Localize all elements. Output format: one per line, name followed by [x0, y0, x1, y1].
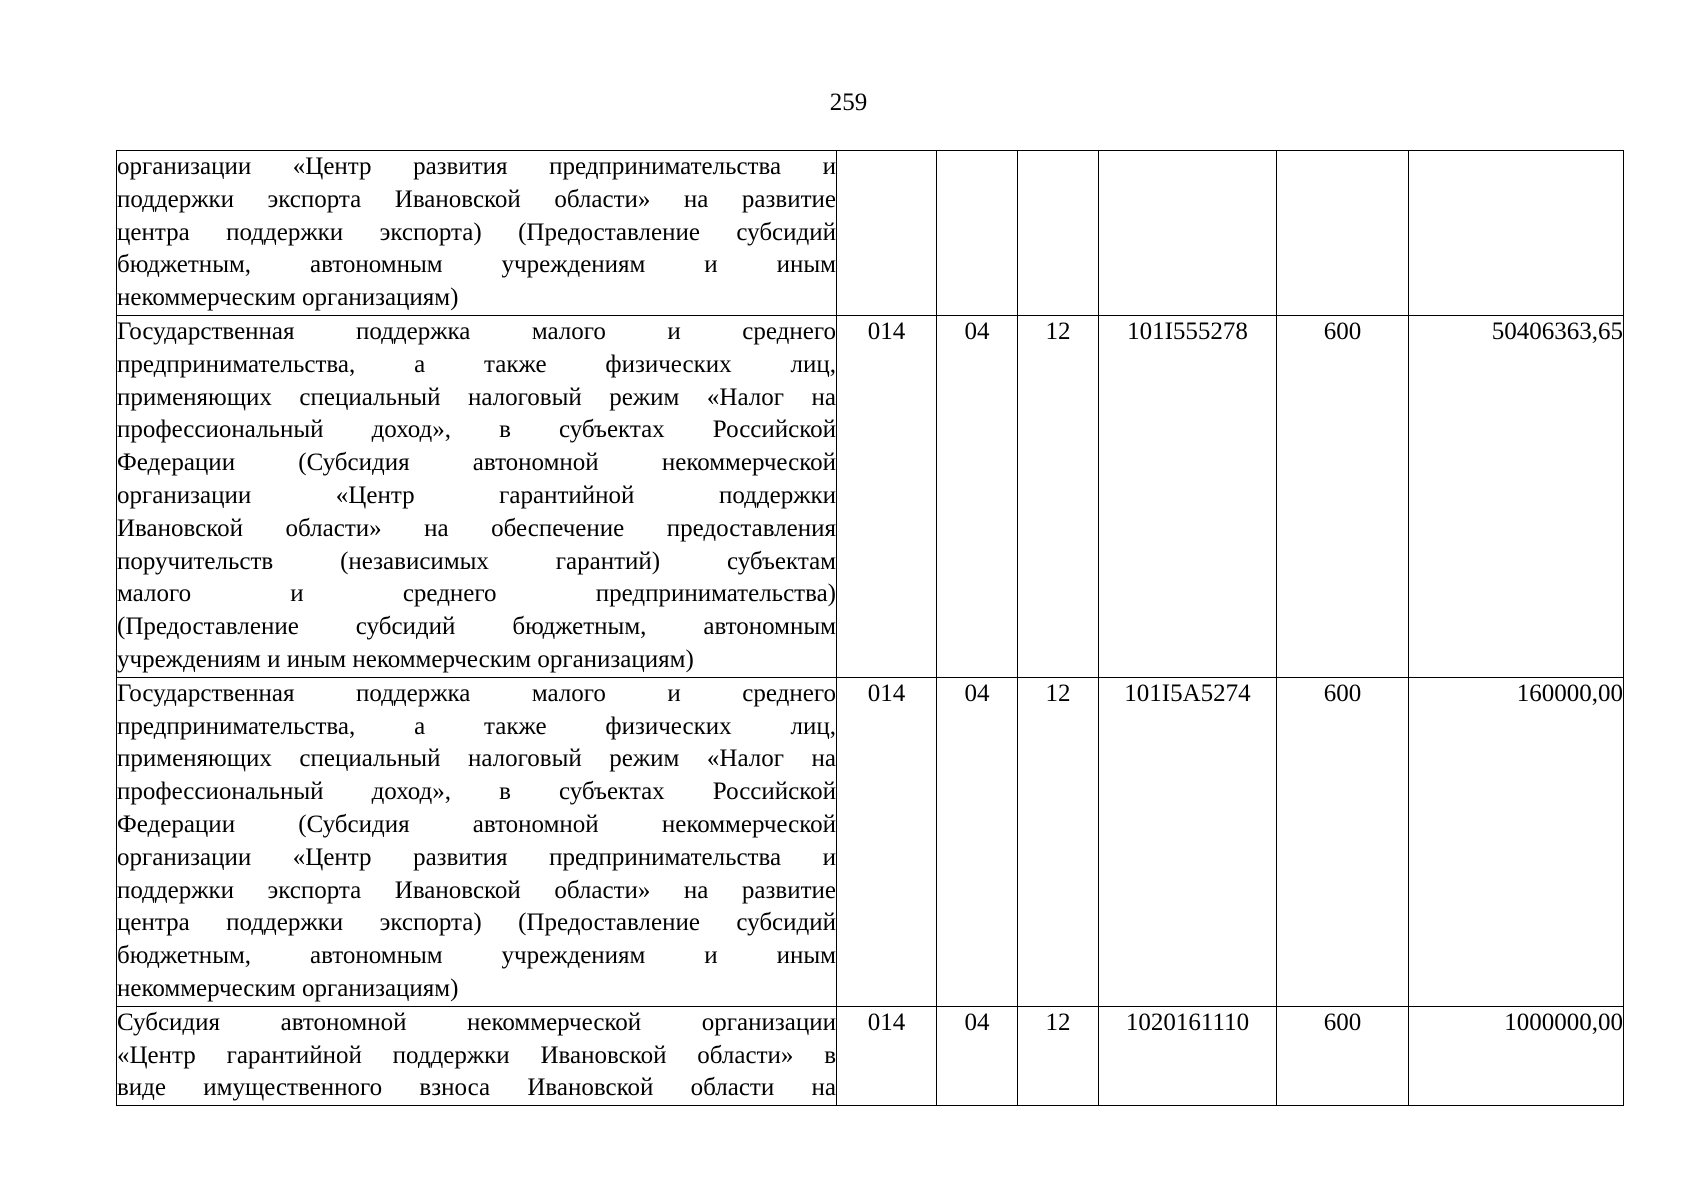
cell-target-article — [1099, 151, 1277, 316]
cell-expense-type: 600 — [1277, 1006, 1409, 1105]
page-number: 259 — [829, 89, 868, 116]
description-line: организации «Центр гарантийной поддержки — [117, 481, 836, 509]
description-line: центра поддержки экспорта) (Предоставление субсидий — [117, 218, 836, 246]
cell-amount: 1000000,00 — [1409, 1006, 1624, 1105]
budget-table — [116, 150, 1624, 1106]
cell-subsection-code: 12 — [1018, 677, 1099, 1006]
cell-section-code: 04 — [937, 677, 1018, 1006]
description-line: профессиональный доход», в субъектах Российской — [117, 416, 836, 444]
cell-ministry-code: 014 — [837, 315, 937, 677]
table-row — [117, 315, 1624, 677]
cell-expense-type: 600 — [1277, 677, 1409, 1006]
table-body — [117, 151, 1624, 1106]
description-line: профессиональный доход», в субъектах Российской — [117, 778, 836, 806]
description-line: организации «Центр развития предпринимательства и — [117, 153, 836, 180]
description-line: бюджетным, автономным учреждениям и иным — [117, 251, 836, 279]
cell-target-article: 101I555278 — [1099, 315, 1277, 677]
description-line: Федерации (Субсидия автономной некоммерческой — [117, 810, 836, 838]
table-row — [117, 677, 1624, 1006]
cell-section-code: 04 — [937, 315, 1018, 677]
cell-description — [117, 315, 837, 677]
description-line: предпринимательства, а также физических лиц, — [117, 712, 836, 740]
cell-amount: 50406363,65 — [1409, 315, 1624, 677]
cell-ministry-code: 014 — [837, 677, 937, 1006]
description-line: «Центр гарантийной поддержки Ивановской области» в — [117, 1041, 836, 1069]
cell-section-code — [937, 151, 1018, 316]
cell-ministry-code: 014 — [837, 1006, 937, 1105]
description-line: (Предоставление субсидий бюджетным, автономным — [117, 613, 836, 641]
cell-subsection-code — [1018, 151, 1099, 316]
description-line: применяющих специальный налоговый режим «Налог на — [117, 745, 836, 773]
description-line: центра поддержки экспорта) (Предоставление субсидий — [117, 909, 836, 937]
cell-description — [117, 151, 837, 316]
description-line: некоммерческим организациям) — [117, 284, 459, 312]
description-line: Федерации (Субсидия автономной некоммерческой — [117, 449, 836, 477]
cell-subsection-code: 12 — [1018, 315, 1099, 677]
description-line: организации «Центр развития предпринимательства и — [117, 843, 836, 871]
description-line: учреждениям и иным некоммерческим организациям) — [117, 645, 694, 673]
cell-target-article: 1020161110 — [1099, 1006, 1277, 1105]
description-line: поручительств (независимых гарантий) субъектам — [117, 547, 836, 575]
cell-amount — [1409, 151, 1624, 316]
table-row — [117, 1006, 1624, 1105]
cell-target-article: 101I5A5274 — [1099, 677, 1277, 1006]
description-line: виде имущественного взноса Ивановской области на — [117, 1074, 836, 1102]
description-line: предпринимательства, а также физических лиц, — [117, 350, 836, 378]
cell-section-code: 04 — [937, 1006, 1018, 1105]
cell-expense-type: 600 — [1277, 315, 1409, 677]
description-line: поддержки экспорта Ивановской области» на развитие — [117, 185, 836, 213]
description-line: бюджетным, автономным учреждениям и иным — [117, 942, 836, 970]
description-line: Ивановской области» на обеспечение предоставления — [117, 514, 836, 542]
cell-description — [117, 677, 837, 1006]
cell-ministry-code — [837, 151, 937, 316]
cell-amount: 160000,00 — [1409, 677, 1624, 1006]
description-line: Государственная поддержка малого и среднего — [117, 679, 836, 707]
description-line: Государственная поддержка малого и среднего — [117, 317, 836, 345]
description-line: малого и среднего предпринимательства) — [117, 580, 836, 608]
cell-description — [117, 1006, 837, 1105]
cell-expense-type — [1277, 151, 1409, 316]
description-line: поддержки экспорта Ивановской области» на развитие — [117, 876, 836, 904]
description-line: Субсидия автономной некоммерческой организации — [117, 1008, 836, 1036]
description-line: некоммерческим организациям) — [117, 974, 459, 1002]
description-line: применяющих специальный налоговый режим «Налог на — [117, 383, 836, 411]
cell-subsection-code: 12 — [1018, 1006, 1099, 1105]
table-row — [117, 151, 1624, 316]
